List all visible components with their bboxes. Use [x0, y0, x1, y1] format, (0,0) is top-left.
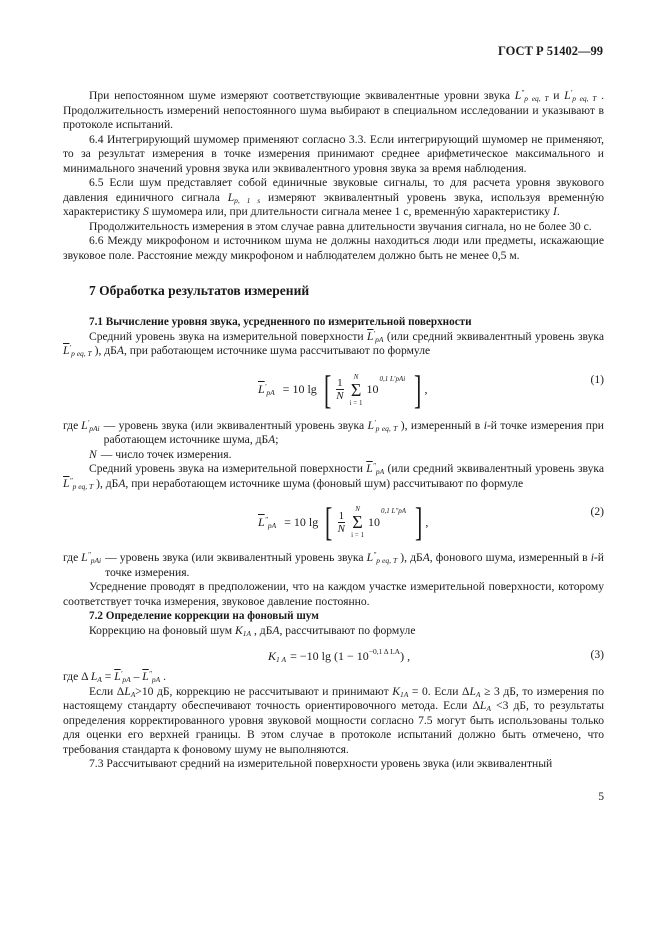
- math-variable: [228, 191, 260, 204]
- formula-tail: ) ,: [400, 648, 411, 663]
- text-run: , при работающем источнике шума рассчитывают по формуле: [123, 344, 431, 357]
- variable-symbol: S: [143, 205, 149, 218]
- math-variable: [81, 419, 100, 432]
- document-header: ГОСТ Р 51402—99: [497, 44, 603, 58]
- text-run: — число точек измерения.: [100, 447, 232, 461]
- where-text: [101, 448, 604, 463]
- variable-symbol: $\overline{L}$: [63, 344, 70, 357]
- text-run: ), измеренный в: [397, 418, 484, 432]
- subscript: pA: [122, 675, 131, 684]
- variable-symbol: L: [367, 418, 374, 432]
- text-run: <3 дБ, то результаты определения корректированного уровня звуковой мощности согласно 7.5 могут быть использованы только для оценки его верхней границы. В этом случае в протоколе испытаний должно быть отмечено, что требования стандарта к фоновому шуму не выполняются.: [63, 699, 605, 756]
- where-definition: [63, 551, 604, 580]
- text-run: где Δ: [63, 670, 91, 683]
- text-run: (или средний эквивалентный уровень звука: [383, 329, 604, 343]
- variable-symbol: A: [118, 476, 126, 490]
- paragraph: [63, 89, 604, 133]
- subscript: A: [130, 689, 136, 699]
- math-variable: [89, 448, 97, 461]
- variable-symbol: L: [479, 699, 487, 712]
- text-run: Средний уровень звука на измерительной поверхности: [89, 329, 368, 343]
- variable-symbol: L: [90, 670, 98, 683]
- where-text: [105, 551, 604, 580]
- variable-symbol: K: [392, 684, 400, 698]
- math-variable: [392, 685, 408, 698]
- text-run: 7.3 Рассчитывают средний на измерительной поверхности уровень звука (или эквивалентный: [89, 757, 553, 770]
- superscript: ′: [570, 88, 573, 97]
- subscript: pAi: [89, 423, 100, 433]
- variable-symbol: A: [422, 551, 430, 564]
- subscript: A: [97, 675, 102, 684]
- right-bracket: ]: [415, 499, 423, 544]
- left-bracket: [: [325, 499, 333, 544]
- variable-symbol: N: [89, 447, 97, 461]
- text-run: 6.6 Между микрофоном и источником шума не должны находиться люди или предметы, искажающие звуковое поле. Расстояние между микрофоном и наблюдателем должно быть не менее 0,5 м.: [63, 234, 604, 262]
- math-variable: [63, 344, 92, 357]
- paragraph: [63, 580, 604, 609]
- sigma-icon: Σ: [352, 512, 363, 532]
- variable-symbol: L: [227, 190, 235, 204]
- math-variable: [63, 477, 93, 490]
- text-run: –: [130, 670, 143, 683]
- text-run: ;: [275, 433, 279, 446]
- math-variable: [469, 685, 480, 698]
- text-run: шумомера или, при длительности сигнала менее 1 с, временнýю характеристику: [148, 205, 553, 218]
- where-definition: [63, 448, 604, 463]
- math-variable: [366, 462, 384, 475]
- math-variable: [423, 551, 430, 564]
- subscript: pAi: [90, 556, 102, 565]
- variable-symbol: $\overline{L}$: [63, 476, 70, 490]
- page-number: 5: [598, 789, 604, 803]
- variable-symbol: i: [590, 551, 594, 564]
- text-run: =: [101, 670, 115, 683]
- variable-symbol: $\overline{L}$: [366, 462, 373, 475]
- paragraph-7-3: [63, 757, 604, 772]
- variable-symbol: L: [124, 684, 131, 698]
- exponent: 0,1 L″pA: [381, 507, 407, 515]
- subscript: 1A: [399, 689, 409, 699]
- text-run: 6.5 Если шум представляет собой единичные звуковые сигналы, то для расчета уровня звукового давления единичного сигнала: [63, 176, 604, 204]
- variable-symbol: L: [366, 551, 374, 564]
- superscript: ′: [120, 669, 123, 678]
- paragraph-6-6: [63, 234, 604, 263]
- text-run: , дБ: [251, 623, 273, 637]
- text-run: Усреднение проводят в предположении, что на каждом участке измерительной поверхности, которому соответствует точка измерения, звуковое давление постоянно.: [63, 580, 604, 608]
- variable-symbol: I: [552, 205, 557, 218]
- text-run: 6.4 Интегрирующий шумомер применяют согласно 3.3. Если интегрирующий шумомер не применяют, то за результат измерения в точке измерения принимают среднее арифметическое максимального и минимального значений уровня звука или эквивалентного уровня звука за время наблюдения.: [63, 132, 604, 175]
- subsection-title-7-1: [63, 315, 604, 330]
- variable-symbol: L: [564, 89, 571, 102]
- summation: N Σ i = 1: [351, 505, 364, 539]
- right-bracket: ]: [414, 366, 422, 412]
- variable-symbol: $\overline{L}$: [114, 670, 121, 683]
- text-run: Средний уровень звука на измерительной поверхности: [89, 462, 367, 475]
- math-variable: [124, 685, 135, 698]
- math-variable: [367, 551, 398, 564]
- text-run: При непостоянном шуме измеряют соответствующие эквивалентные уровни звука: [89, 89, 515, 102]
- text-run: >10 дБ, коррекцию не рассчитывают и принимают: [135, 684, 393, 698]
- text-run: — уровень звука (или эквивалентный уровень звука: [103, 418, 368, 432]
- formula-lhs: $\overline{L}'_{pA}$: [258, 382, 275, 397]
- math-variable: [142, 670, 160, 683]
- math-variable: [368, 419, 398, 432]
- formula-row-2: [63, 497, 604, 547]
- fraction: $\frac{1}{N}$: [336, 377, 344, 402]
- where-text: [104, 419, 604, 448]
- text-run: где: [63, 551, 82, 564]
- subsection-title-7-2: [63, 609, 604, 624]
- text-run: , при неработающем источнике шума (фоновый шум) рассчитывают по формуле: [125, 476, 524, 490]
- text-run: — уровень звука (или эквивалентный уровень звука: [105, 551, 367, 564]
- paragraph: [63, 330, 604, 359]
- paragraph-6-5: [63, 176, 604, 220]
- where-label: [63, 551, 105, 580]
- bold-heading: 7.1 Вычисление уровня звука, усредненного по измерительной поверхности: [89, 316, 472, 328]
- superscript: ″: [521, 88, 525, 97]
- paragraph: [63, 670, 604, 685]
- subscript: pA: [375, 334, 384, 344]
- formula-tail: ,: [424, 382, 428, 396]
- variable-symbol: A: [116, 344, 124, 357]
- math-variable: [367, 330, 383, 343]
- subscript: p, 1 s: [234, 195, 261, 205]
- text-run: .: [556, 205, 560, 218]
- formula-lhs: $\overline{L}''_{pA}$: [258, 514, 277, 530]
- formula-operator: = 10 lg: [282, 382, 317, 396]
- superscript: ′: [373, 417, 376, 427]
- sigma-icon: Σ: [350, 379, 362, 400]
- formula-tail: ,: [425, 514, 429, 529]
- superscript: ′: [87, 417, 90, 427]
- text-run: ), дБ: [91, 344, 117, 357]
- math-variable: [515, 89, 549, 102]
- subscript: A: [486, 704, 491, 713]
- subscript: p eq, T: [72, 481, 94, 491]
- text-run: Продолжительность измерения в этом случае равна длительности звучания сигнала, но не более 30 с.: [89, 219, 592, 233]
- equation-number: (3): [590, 648, 604, 661]
- variable-symbol: L: [81, 418, 88, 432]
- formula-row-3: [63, 644, 604, 668]
- paragraph: [63, 685, 604, 758]
- subscript: p eq, T: [375, 423, 398, 433]
- math-variable: [91, 670, 102, 683]
- section-title: 7 Обработка результатов измерений: [89, 283, 310, 298]
- exponent: −0,1 Δ LA: [368, 647, 401, 656]
- text-run: = 0. Если Δ: [408, 684, 470, 698]
- text-run: и: [548, 89, 565, 102]
- paragraph: [63, 220, 604, 235]
- variable-symbol: $\overline{L}$: [367, 329, 374, 343]
- variable-symbol: L: [81, 551, 88, 564]
- superscript: ″: [87, 550, 91, 559]
- superscript: ″: [373, 550, 377, 559]
- equation-number: (2): [590, 505, 604, 518]
- variable-symbol: $\overline{L}$: [142, 670, 149, 683]
- formula-3: [268, 644, 410, 668]
- math-variable: [114, 670, 130, 683]
- superscript: ″: [148, 669, 152, 678]
- text-run: , рассчитывают по формуле: [279, 623, 416, 637]
- text-run: ≥ 3 дБ, то измерения по настоящему стандарту обеспечивают точность ориентировочного метода. Если Δ: [63, 684, 604, 712]
- formula-operator: = 10 lg: [284, 514, 319, 529]
- math-variable: [81, 551, 101, 564]
- math-variable: [235, 624, 251, 637]
- subscript: pA: [151, 675, 161, 684]
- superscript: ′: [373, 328, 376, 338]
- where-definition: [63, 419, 604, 448]
- text-run: , фонового шума, измеренный в: [429, 551, 591, 564]
- variable-symbol: L: [514, 89, 522, 102]
- text-run: -й точке измерения при работающем источнике шума, дБ: [103, 418, 605, 446]
- math-variable: [480, 699, 491, 712]
- variable-symbol: i: [483, 418, 487, 432]
- subscript: p eq, T: [71, 349, 92, 358]
- variable-symbol: L: [469, 684, 476, 698]
- equation-number: (1): [590, 372, 604, 386]
- formula-lhs: $K_{1 A}$: [268, 648, 287, 664]
- formula-1: $\overline{L}'_{pA}$ = 10 lg [ $\frac{1}{N}$ N Σ i = 1 10 0,1 L′pAi ] ,: [258, 366, 428, 412]
- fraction: $\frac{1}{N}$: [337, 509, 346, 535]
- subscript: p eq, T: [524, 94, 549, 103]
- where-label: [63, 419, 104, 448]
- superscript: ″: [69, 475, 73, 485]
- text-run: где: [63, 418, 82, 432]
- formula-2: $\overline{L}''_{pA}$ = 10 lg [ $\frac{1}{N}$ N Σ i = 1 10 0,1 L″pA ] ,: [258, 499, 429, 544]
- subscript: p eq, T: [376, 556, 398, 565]
- text-run: (или средний эквивалентный уровень звука: [384, 462, 604, 475]
- variable-symbol: A: [268, 433, 276, 446]
- text-run: ), дБ: [93, 476, 119, 490]
- paragraph: [63, 462, 604, 491]
- superscript: ″: [372, 461, 376, 470]
- text-run: Если Δ: [89, 684, 125, 698]
- text-run: -й точке измерения.: [105, 551, 604, 579]
- paragraph-6-4: [63, 133, 604, 177]
- subscript: A: [475, 689, 481, 699]
- superscript: ′: [69, 343, 72, 352]
- math-variable: [117, 344, 124, 357]
- variable-symbol: A: [272, 623, 280, 637]
- where-label: [89, 448, 101, 463]
- formula-rhs: = −10 lg (1 − 10: [290, 648, 369, 663]
- summation: N Σ i = 1: [349, 372, 363, 407]
- left-bracket: [: [323, 366, 332, 412]
- text-run: Коррекцию на фоновый шум: [89, 623, 236, 637]
- exponent: 0,1 L′pAi: [379, 374, 406, 383]
- formula-row-1: [63, 365, 604, 415]
- bold-heading: 7.2 Определение коррекции на фоновый шум: [89, 610, 319, 622]
- subscript: p eq, T: [572, 94, 597, 103]
- page-body: [63, 89, 604, 804]
- paragraph: [63, 624, 604, 639]
- text-run: ), дБ: [397, 551, 423, 564]
- text-run: .: [160, 670, 166, 683]
- text-run: измеряют эквивалентный уровень звука, используя временнýю характеристику: [63, 190, 605, 218]
- subscript: pA: [375, 467, 385, 476]
- text-run: . Продолжительность измерений непостоянного шума выбирают в специальном исследовании и указывают в протоколе испытаний.: [63, 89, 604, 131]
- subscript: 1A: [242, 628, 252, 638]
- variable-symbol: K: [235, 623, 243, 637]
- math-variable: [564, 89, 596, 102]
